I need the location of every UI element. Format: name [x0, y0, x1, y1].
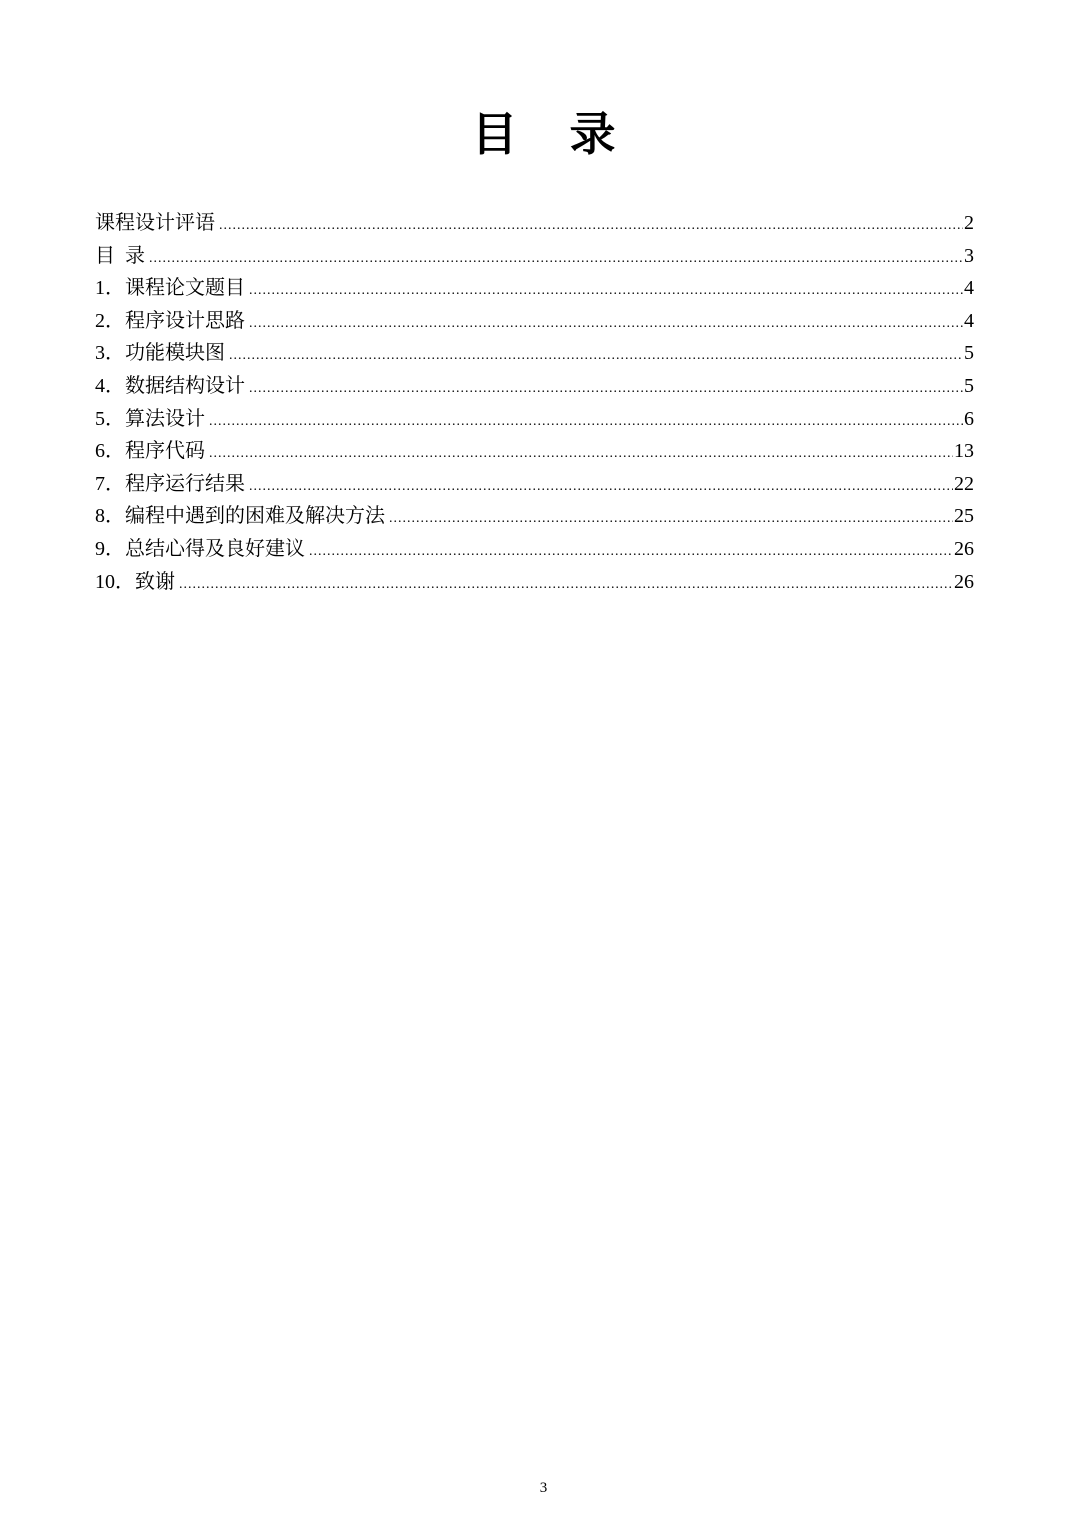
toc-entry	[95, 533, 974, 566]
toc-entry	[95, 566, 974, 599]
toc-entry	[95, 468, 974, 501]
toc-entry	[95, 305, 974, 338]
toc-entry-text: 3．功能模块图	[95, 342, 225, 365]
toc-entry-text: 4．数据结构设计	[95, 374, 245, 397]
toc-dot-leader	[249, 275, 963, 308]
toc-dot-leader	[389, 503, 953, 536]
toc-entry-page: 26	[954, 570, 974, 593]
toc-dot-leader	[179, 569, 953, 602]
toc-title: 目 录	[471, 107, 634, 161]
toc-dot-leader	[209, 438, 953, 471]
toc-entry-page: 5	[964, 374, 974, 397]
toc-entry-text: 8．编程中遇到的困难及解决方法	[95, 505, 385, 528]
toc-entry-page: 5	[964, 342, 974, 365]
toc-dot-leader	[249, 308, 963, 341]
toc-entry-page: 13	[954, 440, 974, 463]
toc-entry-text: 5．算法设计	[95, 407, 205, 430]
toc-list	[95, 207, 974, 598]
toc-dot-leader	[149, 243, 963, 276]
toc-entry-text: 10．致谢	[95, 570, 175, 593]
toc-entry	[95, 370, 974, 403]
toc-entry-page: 4	[964, 309, 974, 332]
toc-dot-leader	[229, 340, 963, 373]
toc-entry-page: 25	[954, 505, 974, 528]
toc-dot-leader	[219, 210, 963, 243]
toc-dot-leader	[309, 536, 953, 569]
toc-entry-text: 6．程序代码	[95, 440, 205, 463]
toc-entry	[95, 500, 974, 533]
toc-entry	[95, 435, 974, 468]
toc-entry	[95, 337, 974, 370]
toc-entry-page: 3	[964, 244, 974, 267]
toc-entry-text: 7．程序运行结果	[95, 472, 245, 495]
toc-entry	[95, 240, 974, 273]
toc-entry-text: 2．程序设计思路	[95, 309, 245, 332]
toc-entry-text: 目 录	[95, 244, 145, 267]
toc-entry-text: 9．总结心得及良好建议	[95, 537, 305, 560]
page-number: 3	[539, 1480, 548, 1496]
toc-entry-page: 26	[954, 537, 974, 560]
toc-entry-page: 22	[954, 472, 974, 495]
toc-entry	[95, 272, 974, 305]
toc-dot-leader	[209, 406, 963, 439]
toc-entry	[95, 403, 974, 436]
toc-entry	[95, 207, 974, 240]
toc-entry-text: 课程设计评语	[95, 212, 215, 234]
toc-dot-leader	[249, 373, 963, 406]
toc-entry-page: 6	[964, 407, 974, 430]
toc-entry-text: 1．课程论文题目	[95, 277, 245, 300]
toc-entry-page: 2	[964, 212, 974, 234]
toc-dot-leader	[249, 471, 953, 504]
toc-entry-page: 4	[964, 277, 974, 300]
